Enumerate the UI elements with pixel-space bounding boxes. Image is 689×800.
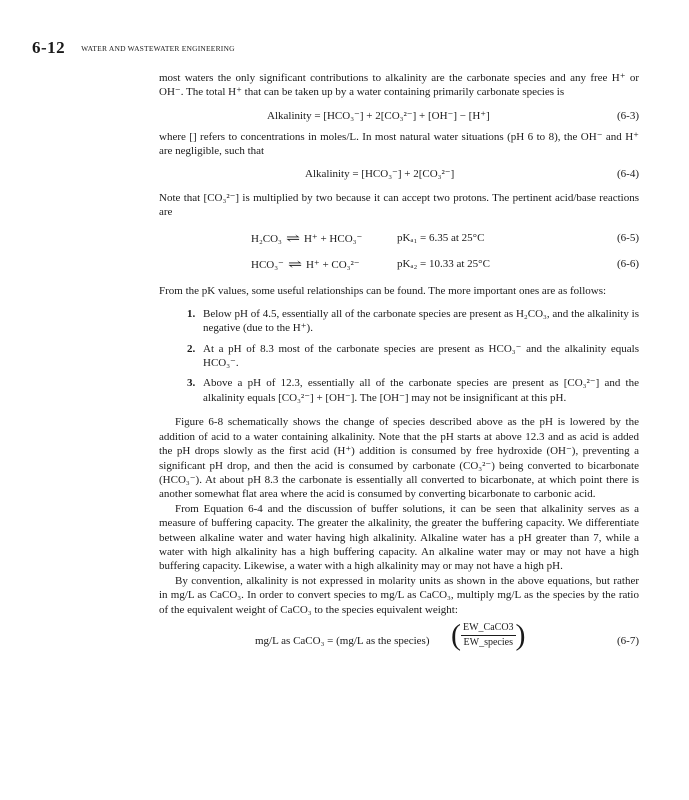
page-body (159, 71, 639, 663)
product: H⁺ + HCO₃⁻ (303, 233, 363, 246)
fraction-numerator: EW_CaCO3 (461, 621, 516, 636)
equilibrium-arrow-icon: ⇌ (287, 257, 302, 272)
list-number: 1. (187, 307, 196, 320)
equation-number: (6-6) (617, 258, 639, 271)
equation-6-4 (159, 167, 639, 182)
paragraph: From Equation 6-4 and the discussion of buffer solutions, it can be seen that alkalinity serves as a measure of buffering capacity. The greater the alkalinity, the greater the buffering capacity. We differentiate between alkaline water and water having high alkalinity. Alkaline water has a pH greater than 7, while a water with high alkalinity has a high buffering capacity. An alkaline water may or may not have a high buffering capacity. Likewise, a water with a high alkalinity may or may not have a high pH. (159, 502, 639, 573)
list-item (159, 307, 639, 336)
pka-value: pKₐ₁ = 6.35 at 25°C (397, 232, 485, 245)
equation-6-7 (159, 618, 639, 663)
list-item (159, 376, 639, 405)
equation-lhs: mg/L as CaCO₃ = (mg/L as the species) (255, 634, 430, 647)
reactant: H₂CO₃ (251, 233, 282, 246)
paragraph: By convention, alkalinity is not expressed in molarity units as shown in the above equations, but rather in mg/L as CaCO₃. In order to convert species to mg/L as CaCO₃, multiply mg/L as the species by the ratio of the equivalent weight of CaCO₃ to the species equivalent weight: (159, 574, 639, 616)
page-header (32, 38, 652, 58)
pka-value: pKₐ₂ = 10.33 at 25°C (397, 258, 490, 271)
equilibrium-arrow-icon: ⇌ (285, 231, 300, 246)
equation-number: (6-4) (617, 167, 639, 180)
equation-text: Alkalinity = [HCO₃⁻] + 2[CO₃²⁻] (305, 167, 455, 180)
product: H⁺ + CO₃²⁻ (305, 259, 360, 272)
list-number: 2. (187, 342, 196, 355)
equation-6-3 (159, 109, 639, 124)
equation-text: Alkalinity = [HCO₃⁻] + 2[CO₃²⁻] + [OH⁻] − [H⁺] (267, 109, 490, 122)
list-text: Above a pH of 12.3, essentially all of the carbonate species are present as [CO₃²⁻] and the alkalinity equals [CO₃²⁻] + [OH⁻]. The [OH⁻] may not be insignificant at this pH. (203, 377, 639, 404)
equation-number: (6-7) (617, 634, 639, 647)
reaction-6-5 (159, 231, 639, 247)
fraction-denominator: EW_species (463, 637, 513, 649)
ratio-fraction: ( $\frac{\text{EW\_CaCO3}}{\text{EW\_species}}$ ) (451, 618, 526, 652)
relationship-list (159, 307, 639, 405)
list-item (159, 342, 639, 371)
paragraph: most waters the only significant contributions to alkalinity are the carbonate species and any free H⁺ or OH⁻. The total H⁺ that can be taken up by a water containing primarily carbonate species is (159, 72, 639, 99)
reactant: HCO₃⁻ (251, 259, 284, 272)
paragraph: where [] refers to concentrations in moles/L. In most natural water situations (pH 6 to 8), the OH⁻ and H⁺ are negligible, such that (159, 130, 639, 158)
paragraph: Figure 6-8 schematically shows the change of species described above as the pH is lowered by the addition of acid to a water containing alkalinity. Note that the pH starts at above 12.3 and as acid is added the pH drops slowly as the first acid (H⁺) addition is consumed by free hydroxide (OH⁻), preventing a significant pH drop, and then the acid is consumed by carbonate (CO₃²⁻) being converted to bicarbonate (HCO₃⁻). At about pH 8.3 the carbonate is essentially all converted to bicarbonate, at which point there is another somewhat flat area where the acid is consumed by converting bicarbonate to carbonic acid. (159, 416, 639, 501)
page-number: 6-12 (32, 38, 66, 57)
list-text: At a pH of 8.3 most of the carbonate species are present as HCO₃⁻ and the alkalinity equals HCO₃⁻. (203, 342, 639, 370)
reaction-6-6 (159, 257, 639, 273)
running-title: WATER AND WASTEWATER ENGINEERING (81, 44, 235, 53)
equation-number: (6-3) (617, 109, 639, 122)
list-number: 3. (187, 377, 196, 390)
list-text: Below pH of 4.5, essentially all of the carbonate species are present as H₂CO₃, and the alkalinity is negative (due to the H⁺). (203, 307, 639, 335)
paragraph: From the pK values, some useful relationships can be found. The more important ones are as follows: (159, 285, 607, 298)
equation-number: (6-5) (617, 232, 639, 245)
paragraph: Note that [CO₃²⁻] is multiplied by two because it can accept two protons. The pertinent acid/base reactions are (159, 191, 639, 219)
